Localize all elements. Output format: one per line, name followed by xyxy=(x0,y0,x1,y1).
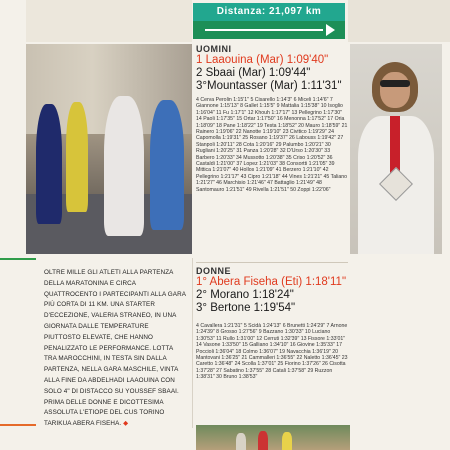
photo-caption xyxy=(44,268,186,430)
top-band-left xyxy=(26,0,192,42)
end-mark-icon: ◆ xyxy=(123,420,129,428)
women-results xyxy=(196,266,348,381)
person-figure xyxy=(258,431,268,450)
runner-figure xyxy=(150,100,184,230)
men-third-place: 3°Mountasser (Mar) 1:11'31" xyxy=(196,80,342,92)
women-results-list: 4 Cavallera 1:21'31" 5 Scidà 1:24'13" 6 Brunetti 1:24'29" 7 Arnone 1:24'39" 8 Grosso 1:27'56" 9 Bazzano 1:30'33" 10 Luciano 1:30'53" 11 Rullo 1:31'00" 12 Cerruti 1:32'39" 13 Fissore 1:33'01" 14 Vasone 1:33'50" 15 Galliano 1:34'10" 16 Giovine 1:35'33" 17 Poccioli 1:36'04" 18 Colmo 1:36'07" 19 Navacchia 1:36'19" 20 Mantovani 1:36'25" 21 Cammalleri 1:36'55" 22 Naletto 1:36'45" 23 Caretto 1:36'48" 24 Scolla 1:37'01" 25 Fiorino 1:37'26" 26 Cisotta 1:37'28" 27 Sabatino 1:37'55" 28 Catali 1:37'58" 29 Ruzzon 1:38'31" 30 Bruno 1:38'53" xyxy=(196,323,348,381)
divider-green xyxy=(0,258,36,260)
men-second-place: 2 Sbaai (Mar) 1:09'44" xyxy=(196,67,311,79)
arrow-right-icon xyxy=(326,24,335,36)
distance-banner: Distanza: 21,097 km xyxy=(193,3,345,21)
woman-with-medal-photo xyxy=(350,44,442,254)
route-line xyxy=(205,29,323,31)
person-figure xyxy=(236,433,246,450)
women-third-place: 3° Bertone 1:19'54" xyxy=(196,302,296,314)
group-photo xyxy=(196,425,350,450)
person-figure xyxy=(282,432,292,450)
runner-figure xyxy=(36,104,62,224)
sunglasses-icon xyxy=(380,80,410,87)
men-first-place: 1 Laaouina (Mar) 1:09'40" xyxy=(196,54,329,66)
section-divider xyxy=(196,262,348,263)
men-section-title: UOMINI xyxy=(196,44,232,54)
runner-figure xyxy=(104,96,144,236)
men-results-list: 4 Cerva Perolin 1:15'1" 5 Cisarello 1:14'3" 6 Miceli 1:14'6" 7 Giannone 1:15'13" 8 Gallet 1:15'5" 9 Mattalia 1:15'38" 10 Isoglio 1:16'04" 11 Fu 1:17'1" 12 Khouh 1:17'17" 13 Pellegrino 1:17'30" 14 Paoli 1:17'35" 15 Ortar 1:17'50" 16 Menonna 1:17'52" 17 Oria 1:18'09" 18 Pane 1:18'22" 19 Testa 1:18'52" 20 Mauro 1:18'59" 21 Rainero 1:19'06" 22 Nanotte 1:19'10" 23 Civitico 1:19'29" 24 Capomolla 1:19'31" 25 Rosano 1:19'37" 26 Labouss 1:19'42" 27 Stanpoli 1:20'11" 28 Cota 1:20'16" 29 Palumbo 1:20'21" 30 Rugliani 1:20'25" 31 Panza 1:20'28" 32 D'Urso 1:20'30" 33 Barbero 1:20'33" 34 Mussotto 1:20'38" 35 Criso 1:20'52" 36 Castaldi 1:21'00" 37 Lopez 1:21'03" 38 Consortti 1:21'05" 39 Mittica 1:21'07" 40 Hollos 1:21'09" 41 Berzero 1:21'10" 42 Pellegrino 1:21'17" 43 Cipro 1:21'18" 44 Vines 1:21'21" 45 Taliano 1:21'27" 46 Marchisio 1:21'46" 47 Battaglio 1:21'49" 48 Santomauro 1:21'51" 49 Rivella 1:21'51" 50 Zoppi 1:22'06" xyxy=(196,97,348,193)
women-section-title: DONNE xyxy=(196,266,232,276)
top-band-right xyxy=(348,0,450,42)
route-arrow-strip xyxy=(193,21,345,39)
woman-face xyxy=(380,72,410,108)
women-first-place: 1° Abera Fiseha (Eti) 1:18'11" xyxy=(196,276,347,288)
women-second-place: 2° Morano 1:18'24" xyxy=(196,289,294,301)
men-results xyxy=(196,44,348,193)
runner-figure xyxy=(66,102,88,212)
divider-red xyxy=(0,424,36,426)
column-divider xyxy=(192,258,193,428)
caption-text: OLTRE MILLE GLI ATLETI ALLA PARTENZA DELLA MARATONINA E CIRCA QUATTROCENTO I PARTECIPANTI ALLA GARA PIÙ CORTA DI 11 KM. UNA STARTER D'ECCEZIONE, VALERIA STRANEO, IN UNA GIORNATA DALLE TEMPERATURE PIUTTOSTO ELEVATE, CHE HANNO PENALIZZATO LE PERFORMANCE. LOTTA TRA MAROCCHINI, IN TESTA SIN DALLA PARTENZA, NELLA GARA MASCHILE, VINTA ALLA FINE DA ABDELHADI LAAOUINA CON SOLO 4" DI DISTACCO SU YOUSSEF SBAAI. PRIMA DELLE DONNE E DICOTTESIMA ASSOLUTA L'ETIOPE DEL CUS TORINO TARIKUA ABERA FISEHA. xyxy=(44,269,186,428)
runners-photo xyxy=(26,44,192,254)
